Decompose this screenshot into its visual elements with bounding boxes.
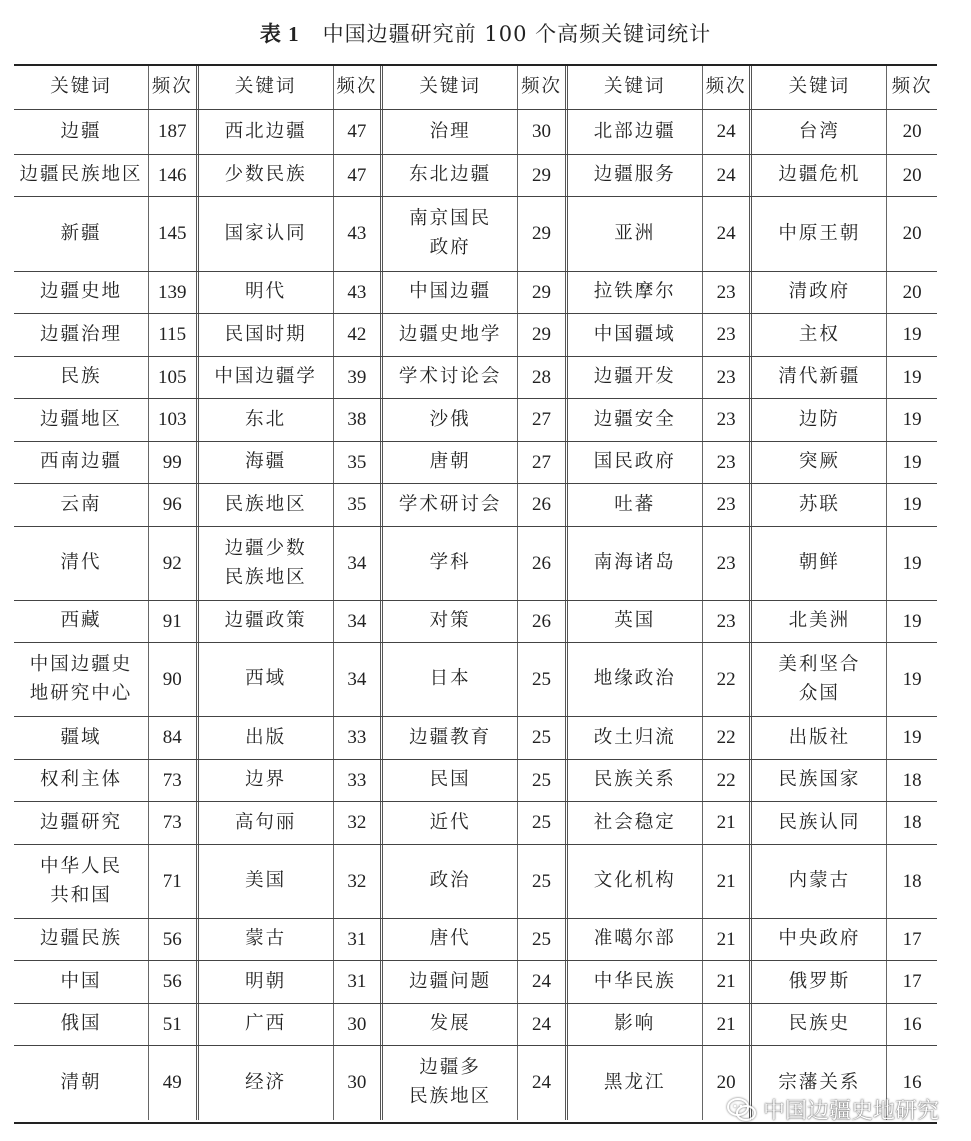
table-row xyxy=(14,601,937,643)
frequency-cell: 21 xyxy=(703,961,753,1003)
table-row xyxy=(14,802,937,845)
keyword-cell: 改土归流 xyxy=(568,717,703,759)
frequency-cell: 35 xyxy=(334,442,384,483)
keyword-cell: 南海诸岛 xyxy=(568,527,703,600)
keyword-cell: 清朝 xyxy=(14,1046,149,1120)
frequency-cell: 35 xyxy=(334,484,384,526)
frequency-cell: 16 xyxy=(902,1013,922,1035)
keyword-cell: 学科 xyxy=(383,527,518,600)
watermark-text: 中国边疆史地研究 xyxy=(762,1099,939,1124)
frequency-cell: 19 xyxy=(902,610,922,632)
keyword-cell: 黑龙江 xyxy=(568,1046,703,1120)
frequency-cell: 23 xyxy=(703,272,753,313)
frequency-cell: 26 xyxy=(518,527,568,600)
keyword-cell: 边疆教育 xyxy=(383,717,518,759)
frequency-cell: 18 xyxy=(902,812,922,834)
table-row xyxy=(14,1004,937,1046)
frequency-cell: 34 xyxy=(334,601,384,642)
keyword-cell: 边疆地区 xyxy=(14,399,149,441)
keyword-cell: 民族史 xyxy=(752,1004,887,1045)
frequency-cell: 25 xyxy=(518,845,568,918)
keyword-cell: 唐代 xyxy=(383,919,518,960)
frequency-cell: 73 xyxy=(149,802,199,844)
frequency-cell: 103 xyxy=(149,399,199,441)
frequency-cell: 146 xyxy=(149,155,199,196)
frequency-cell: 25 xyxy=(518,643,568,716)
frequency-cell: 92 xyxy=(149,527,199,600)
keyword-cell: 国家认同 xyxy=(199,197,334,271)
keyword-cell: 西北边疆 xyxy=(199,110,334,154)
header-frequency: 频次 xyxy=(149,66,199,109)
keyword-cell: 边疆史地学 xyxy=(383,314,518,356)
keyword-cell: 俄罗斯 xyxy=(752,961,887,1003)
frequency-cell: 31 xyxy=(334,919,384,960)
frequency-cell: 27 xyxy=(518,442,568,483)
frequency-cell: 22 xyxy=(703,760,753,801)
header-frequency: 频次 xyxy=(518,66,568,109)
keyword-cell: 边疆政策 xyxy=(199,601,334,642)
keyword-cell: 明代 xyxy=(199,272,334,313)
keyword-cell: 民国时期 xyxy=(199,314,334,356)
keyword-cell: 边疆 xyxy=(14,110,149,154)
frequency-cell: 30 xyxy=(518,110,568,154)
frequency-cell: 23 xyxy=(703,357,753,398)
keyword-cell: 边疆民族 xyxy=(14,919,149,960)
table-row xyxy=(14,845,937,919)
keyword-cell: 唐朝 xyxy=(383,442,518,483)
frequency-cell: 43 xyxy=(334,272,384,313)
frequency-cell: 24 xyxy=(703,155,753,196)
keyword-cell: 西域 xyxy=(199,643,334,716)
keyword-cell: 美国 xyxy=(199,845,334,918)
frequency-cell: 29 xyxy=(518,272,568,313)
frequency-cell: 24 xyxy=(518,961,568,1003)
header-keyword: 关键词 xyxy=(199,66,334,109)
keyword-cell: 东北 xyxy=(199,399,334,441)
keyword-cell: 边疆治理 xyxy=(14,314,149,356)
keyword-cell: 清政府 xyxy=(752,272,887,313)
header-keyword: 关键词 xyxy=(568,66,703,109)
keyword-cell: 地缘政治 xyxy=(568,643,703,716)
header-frequency: 频次 xyxy=(334,66,384,109)
keyword-cell: 新疆 xyxy=(14,197,149,271)
keyword-cell: 北美洲 xyxy=(752,601,887,642)
frequency-cell: 21 xyxy=(703,845,753,918)
frequency-cell: 19 xyxy=(902,552,922,574)
keyword-cell: 学术研讨会 xyxy=(383,484,518,526)
frequency-cell: 24 xyxy=(703,110,753,154)
table-row xyxy=(14,197,937,272)
keyword-cell: 清代新疆 xyxy=(752,357,887,398)
keyword-cell: 蒙古 xyxy=(199,919,334,960)
frequency-cell: 19 xyxy=(902,668,922,690)
table-row xyxy=(14,110,937,155)
frequency-cell: 51 xyxy=(149,1004,199,1045)
frequency-cell: 47 xyxy=(334,155,384,196)
frequency-cell: 38 xyxy=(334,399,384,441)
keyword-cell: 内蒙古 xyxy=(752,845,887,918)
keyword-cell: 对策 xyxy=(383,601,518,642)
frequency-cell: 30 xyxy=(334,1004,384,1045)
keyword-cell: 文化机构 xyxy=(568,845,703,918)
frequency-cell: 20 xyxy=(902,281,922,303)
keyword-cell: 中央政府 xyxy=(752,919,887,960)
frequency-cell: 25 xyxy=(518,760,568,801)
frequency-cell: 49 xyxy=(149,1046,199,1120)
keyword-cell: 民族地区 xyxy=(199,484,334,526)
frequency-cell: 20 xyxy=(902,223,922,245)
frequency-cell: 21 xyxy=(703,919,753,960)
keyword-cell: 民族国家 xyxy=(752,760,887,801)
frequency-cell: 19 xyxy=(902,494,922,516)
table-row xyxy=(14,272,937,314)
keyword-cell: 突厥 xyxy=(752,442,887,483)
keyword-cell: 少数民族 xyxy=(199,155,334,196)
keyword-cell: 中原王朝 xyxy=(752,197,887,271)
keyword-cell: 拉铁摩尔 xyxy=(568,272,703,313)
keyword-cell: 准噶尔部 xyxy=(568,919,703,960)
frequency-cell: 29 xyxy=(518,197,568,271)
table-body xyxy=(14,110,937,1120)
frequency-cell: 22 xyxy=(703,643,753,716)
frequency-cell: 73 xyxy=(149,760,199,801)
keyword-cell: 边界 xyxy=(199,760,334,801)
frequency-cell: 19 xyxy=(902,366,922,388)
table-row xyxy=(14,314,937,357)
keyword-cell: 中国边疆史 地研究中心 xyxy=(14,643,149,716)
frequency-cell: 29 xyxy=(518,314,568,356)
frequency-cell: 24 xyxy=(518,1004,568,1045)
keyword-cell: 宗藩关系 xyxy=(752,1046,887,1120)
keyword-cell: 学术讨论会 xyxy=(383,357,518,398)
keyword-cell: 疆域 xyxy=(14,717,149,759)
frequency-cell: 56 xyxy=(149,919,199,960)
keyword-cell: 云南 xyxy=(14,484,149,526)
keyword-cell: 边疆问题 xyxy=(383,961,518,1003)
frequency-cell: 99 xyxy=(149,442,199,483)
keyword-cell: 边疆开发 xyxy=(568,357,703,398)
keyword-cell: 中国边疆学 xyxy=(199,357,334,398)
header-frequency: 频次 xyxy=(891,76,933,98)
keyword-cell: 中华人民 共和国 xyxy=(14,845,149,918)
keyword-cell: 俄国 xyxy=(14,1004,149,1045)
frequency-cell: 25 xyxy=(518,919,568,960)
frequency-cell: 33 xyxy=(334,760,384,801)
keyword-cell: 南京国民 政府 xyxy=(383,197,518,271)
keyword-cell: 中华民族 xyxy=(568,961,703,1003)
table-number: 表 1 xyxy=(259,22,300,46)
keyword-cell: 社会稳定 xyxy=(568,802,703,844)
keyword-cell: 西南边疆 xyxy=(14,442,149,483)
keyword-cell: 出版社 xyxy=(752,717,887,759)
header-frequency: 频次 xyxy=(703,66,753,109)
frequency-cell: 19 xyxy=(902,409,922,431)
keyword-cell: 边防 xyxy=(752,399,887,441)
table-row xyxy=(14,442,937,484)
header-keyword: 关键词 xyxy=(14,66,149,109)
table-title: 中国边疆研究前 100 个高频关键词统计 xyxy=(322,22,712,46)
keyword-cell: 国民政府 xyxy=(568,442,703,483)
keyword-cell: 北部边疆 xyxy=(568,110,703,154)
keyword-cell: 边疆研究 xyxy=(14,802,149,844)
frequency-cell: 145 xyxy=(149,197,199,271)
keyword-cell: 沙俄 xyxy=(383,399,518,441)
keyword-cell: 美利坚合 众国 xyxy=(752,643,887,716)
keyword-cell: 边疆史地 xyxy=(14,272,149,313)
keyword-cell: 边疆安全 xyxy=(568,399,703,441)
table-header-row xyxy=(14,66,937,110)
keyword-cell: 东北边疆 xyxy=(383,155,518,196)
watermark xyxy=(727,1094,939,1125)
frequency-cell: 84 xyxy=(149,717,199,759)
keyword-cell: 边疆少数 民族地区 xyxy=(199,527,334,600)
frequency-cell: 39 xyxy=(334,357,384,398)
frequency-cell: 23 xyxy=(703,484,753,526)
keyword-cell: 苏联 xyxy=(752,484,887,526)
table-row xyxy=(14,155,937,197)
table-row xyxy=(14,484,937,527)
keyword-cell: 经济 xyxy=(199,1046,334,1120)
keyword-cell: 边疆民族地区 xyxy=(14,155,149,196)
frequency-cell: 33 xyxy=(334,717,384,759)
header-keyword: 关键词 xyxy=(383,66,518,109)
frequency-cell: 90 xyxy=(149,643,199,716)
keyword-cell: 高句丽 xyxy=(199,802,334,844)
frequency-cell: 23 xyxy=(703,442,753,483)
frequency-cell: 23 xyxy=(703,314,753,356)
frequency-cell: 32 xyxy=(334,802,384,844)
frequency-cell: 30 xyxy=(334,1046,384,1120)
keyword-cell: 英国 xyxy=(568,601,703,642)
frequency-cell: 28 xyxy=(518,357,568,398)
frequency-cell: 19 xyxy=(902,727,922,749)
keyword-cell: 亚洲 xyxy=(568,197,703,271)
frequency-cell: 56 xyxy=(149,961,199,1003)
frequency-cell: 21 xyxy=(703,1004,753,1045)
keyword-cell: 治理 xyxy=(383,110,518,154)
keyword-cell: 吐蕃 xyxy=(568,484,703,526)
frequency-cell: 71 xyxy=(149,845,199,918)
keyword-cell: 中国疆域 xyxy=(568,314,703,356)
frequency-cell: 139 xyxy=(149,272,199,313)
table-row xyxy=(14,357,937,399)
frequency-cell: 42 xyxy=(334,314,384,356)
frequency-cell: 20 xyxy=(902,164,922,186)
frequency-cell: 115 xyxy=(149,314,199,356)
frequency-cell: 24 xyxy=(518,1046,568,1120)
frequency-cell: 18 xyxy=(902,769,922,791)
frequency-cell: 29 xyxy=(518,155,568,196)
frequency-cell: 20 xyxy=(703,1046,753,1120)
keyword-cell: 民族 xyxy=(14,357,149,398)
frequency-cell: 34 xyxy=(334,527,384,600)
keyword-cell: 台湾 xyxy=(752,110,887,154)
frequency-cell: 20 xyxy=(902,121,922,143)
frequency-cell: 23 xyxy=(703,399,753,441)
keyword-cell: 日本 xyxy=(383,643,518,716)
keyword-cell: 边疆服务 xyxy=(568,155,703,196)
table-row xyxy=(14,527,937,601)
frequency-cell: 47 xyxy=(334,110,384,154)
frequency-cell: 31 xyxy=(334,961,384,1003)
frequency-cell: 23 xyxy=(703,527,753,600)
frequency-cell: 22 xyxy=(703,717,753,759)
table-caption xyxy=(0,18,971,48)
keyword-cell: 影响 xyxy=(568,1004,703,1045)
wechat-icon xyxy=(727,1097,757,1123)
frequency-cell: 34 xyxy=(334,643,384,716)
keyword-cell: 明朝 xyxy=(199,961,334,1003)
frequency-cell: 32 xyxy=(334,845,384,918)
frequency-cell: 19 xyxy=(902,451,922,473)
keyword-cell: 清代 xyxy=(14,527,149,600)
frequency-cell: 91 xyxy=(149,601,199,642)
frequency-cell: 18 xyxy=(902,870,922,892)
frequency-cell: 26 xyxy=(518,484,568,526)
frequency-cell: 23 xyxy=(703,601,753,642)
keyword-cell: 边疆危机 xyxy=(752,155,887,196)
keyword-cell: 海疆 xyxy=(199,442,334,483)
frequency-cell: 105 xyxy=(149,357,199,398)
keyword-cell: 权利主体 xyxy=(14,760,149,801)
keyword-frequency-table xyxy=(14,64,937,1124)
frequency-cell: 26 xyxy=(518,601,568,642)
keyword-cell: 朝鲜 xyxy=(752,527,887,600)
frequency-cell: 43 xyxy=(334,197,384,271)
keyword-cell: 民国 xyxy=(383,760,518,801)
keyword-cell: 政治 xyxy=(383,845,518,918)
frequency-cell: 25 xyxy=(518,717,568,759)
table-row xyxy=(14,643,937,717)
keyword-cell: 中国边疆 xyxy=(383,272,518,313)
frequency-cell: 27 xyxy=(518,399,568,441)
keyword-cell: 西藏 xyxy=(14,601,149,642)
keyword-cell: 主权 xyxy=(752,314,887,356)
frequency-cell: 17 xyxy=(902,971,922,993)
keyword-cell: 出版 xyxy=(199,717,334,759)
frequency-cell: 17 xyxy=(902,928,922,950)
table-row xyxy=(14,919,937,961)
keyword-cell: 发展 xyxy=(383,1004,518,1045)
frequency-cell: 25 xyxy=(518,802,568,844)
table-row xyxy=(14,760,937,802)
frequency-cell: 24 xyxy=(703,197,753,271)
keyword-cell: 民族关系 xyxy=(568,760,703,801)
table-row xyxy=(14,717,937,760)
table-row xyxy=(14,961,937,1004)
keyword-cell: 广西 xyxy=(199,1004,334,1045)
frequency-cell: 16 xyxy=(902,1072,922,1094)
keyword-cell: 近代 xyxy=(383,802,518,844)
frequency-cell: 19 xyxy=(902,324,922,346)
header-keyword: 关键词 xyxy=(752,66,887,109)
keyword-cell: 民族认同 xyxy=(752,802,887,844)
keyword-cell: 中国 xyxy=(14,961,149,1003)
frequency-cell: 187 xyxy=(149,110,199,154)
frequency-cell: 96 xyxy=(149,484,199,526)
frequency-cell: 21 xyxy=(703,802,753,844)
keyword-cell: 边疆多 民族地区 xyxy=(383,1046,518,1120)
table-row xyxy=(14,399,937,442)
